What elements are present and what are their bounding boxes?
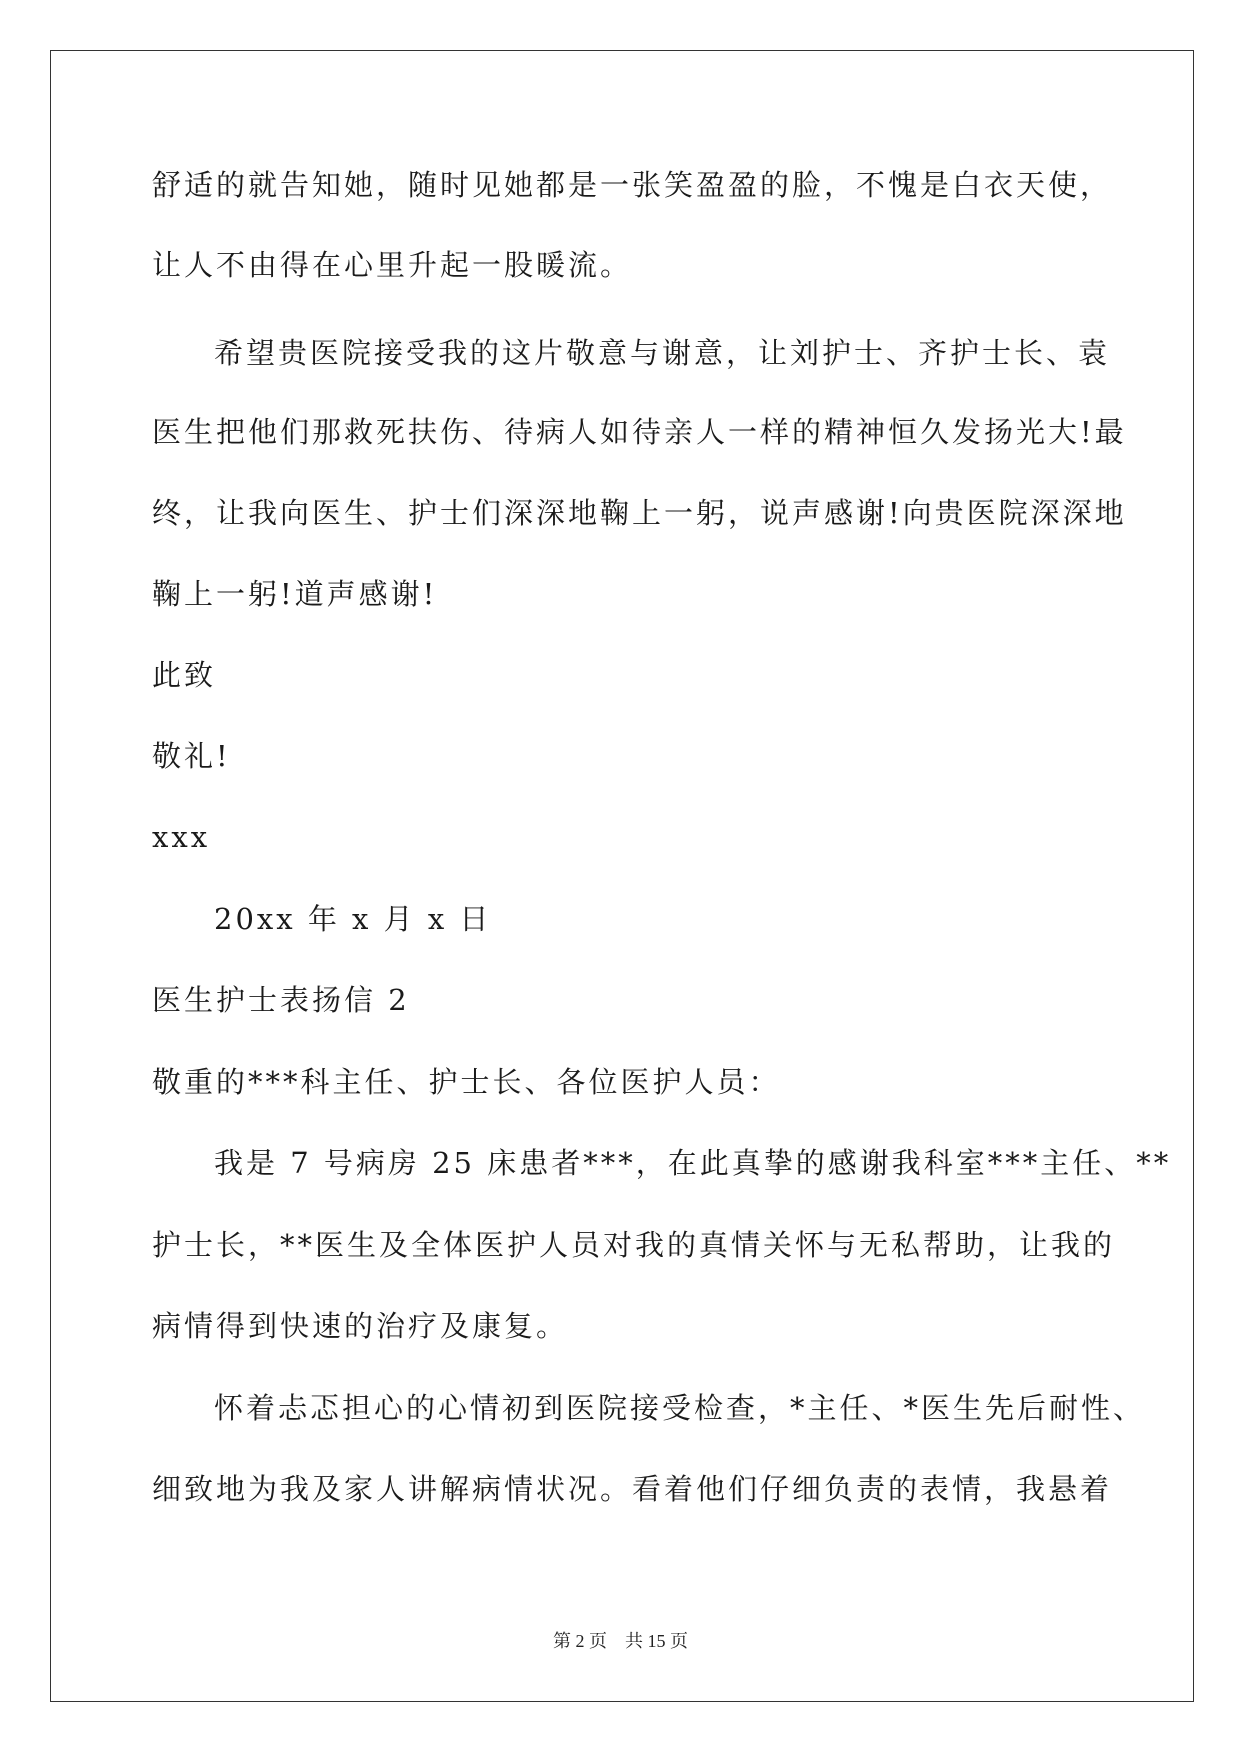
salutation-line: 此致 (152, 658, 217, 692)
text-line-5: 终，让我向医生、护士们深深地鞠上一躬，说声感谢!向贵医院深深地 (152, 496, 1127, 530)
text-line-1: 舒适的就告知她，随时见她都是一张笑盈盈的脸，不愧是白衣天使， (152, 168, 1113, 202)
text-line-3: 希望贵医院接受我的这片敬意与谢意，让刘护士、齐护士长、袁 (214, 336, 1111, 370)
text-line-2: 让人不由得在心里升起一股暖流。 (152, 248, 633, 282)
text-line-6: 鞠上一躬!道声感谢! (152, 577, 438, 611)
page-border (50, 50, 1194, 1702)
page-number-footer: 第 2 页 共 15 页 (553, 1631, 688, 1651)
text-line-13: 我是 7 号病房 25 床患者***，在此真挚的感谢我科室***主任、** (214, 1146, 1172, 1180)
text-line-15: 病情得到快速的治疗及康复。 (152, 1309, 569, 1343)
text-line-4: 医生把他们那救死扶伤、待病人如待亲人一样的精神恒久发扬光大!最 (152, 415, 1127, 449)
closing-line: 敬礼! (152, 739, 231, 773)
text-line-14: 护士长，**医生及全体医护人员对我的真情关怀与无私帮助，让我的 (152, 1228, 1116, 1262)
text-line-16: 怀着忐忑担心的心情初到医院接受检查，*主任、*医生先后耐性、 (214, 1391, 1146, 1425)
signature-line: xxx (152, 820, 211, 854)
greeting-line: 敬重的***科主任、护士长、各位医护人员： (152, 1065, 781, 1099)
text-line-17: 细致地为我及家人讲解病情状况。看着他们仔细负责的表情，我悬着 (152, 1472, 1113, 1506)
section-title: 医生护士表扬信 2 (152, 983, 410, 1017)
date-line: 20xx 年 x 月 x 日 (214, 902, 492, 936)
